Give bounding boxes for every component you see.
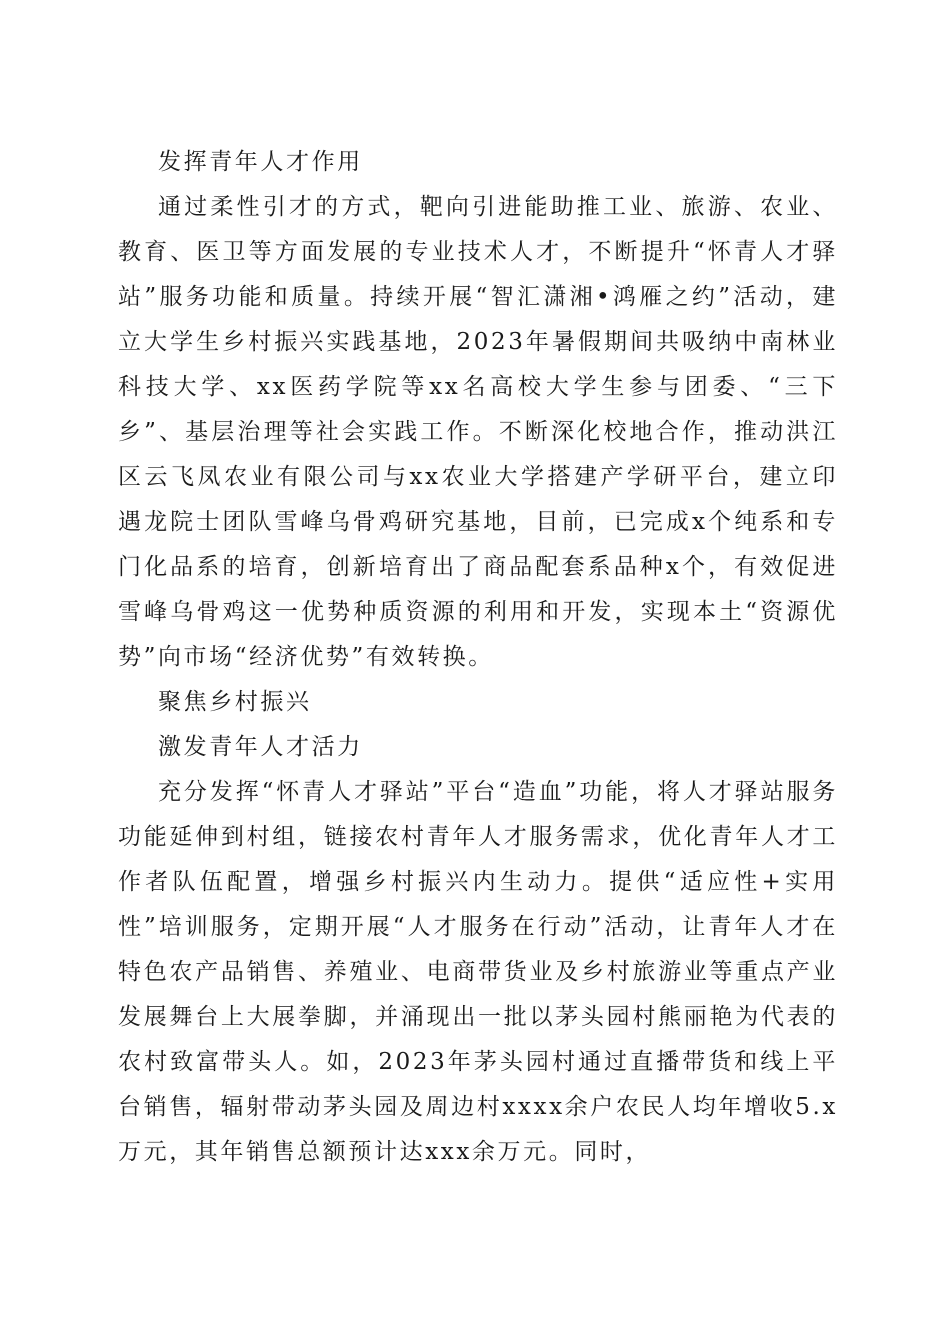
document-body [118, 140, 838, 1175]
paragraph-talent-introduction: 通过柔性引才的方式，靶向引进能助推工业、旅游、农业、教育、医卫等方面发展的专业技术人才，不断提升“怀青人才驿站”服务功能和质量。持续开展“智汇潇湘•鸿雁之约”活动，建立大学生乡村振兴实践基地，2023年暑假期间共吸纳中南林业科技大学、xx医药学院等xx名高校大学生参与团委、“三下乡”、基层治理等社会实践工作。不断深化校地合作，推动洪江区云飞凤农业有限公司与xx农业大学搭建产学研平台，建立印遇龙院士团队雪峰乌骨鸡研究基地，目前，已完成x个纯系和专门化品系的培育，创新培育出了商品配套系品种x个，有效促进雪峰乌骨鸡这一优势种质资源的利用和开发，实现本土“资源优势”向市场“经济优势”有效转换。 [118, 194, 838, 670]
paragraph-talent-station: 充分发挥“怀青人才驿站”平台“造血”功能，将人才驿站服务功能延伸到村组，链接农村青年人才服务需求，优化青年人才工作者队伍配置，增强乡村振兴内生动力。提供“适应性+实用性”培训服务，定期开展“人才服务在行动”活动，让青年人才在特色农产品销售、养殖业、电商带货业及乡村旅游业等重点产业发展舞台上大展拳脚，并涌现出一批以茅头园村熊丽艳为代表的农村致富带头人。如，2023年茅头园村通过直播带货和线上平台销售，辐射带动茅头园及周边村xxxx余户农民人均年增收5.x万元，其年销售总额预计达xxx余万元。同时， [118, 779, 838, 1165]
section-heading-rural-revitalization: 聚焦乡村振兴 [158, 689, 312, 715]
section-heading-talent-vitality: 激发青年人才活力 [158, 734, 363, 760]
section-heading-talent-role: 发挥青年人才作用 [158, 149, 363, 175]
